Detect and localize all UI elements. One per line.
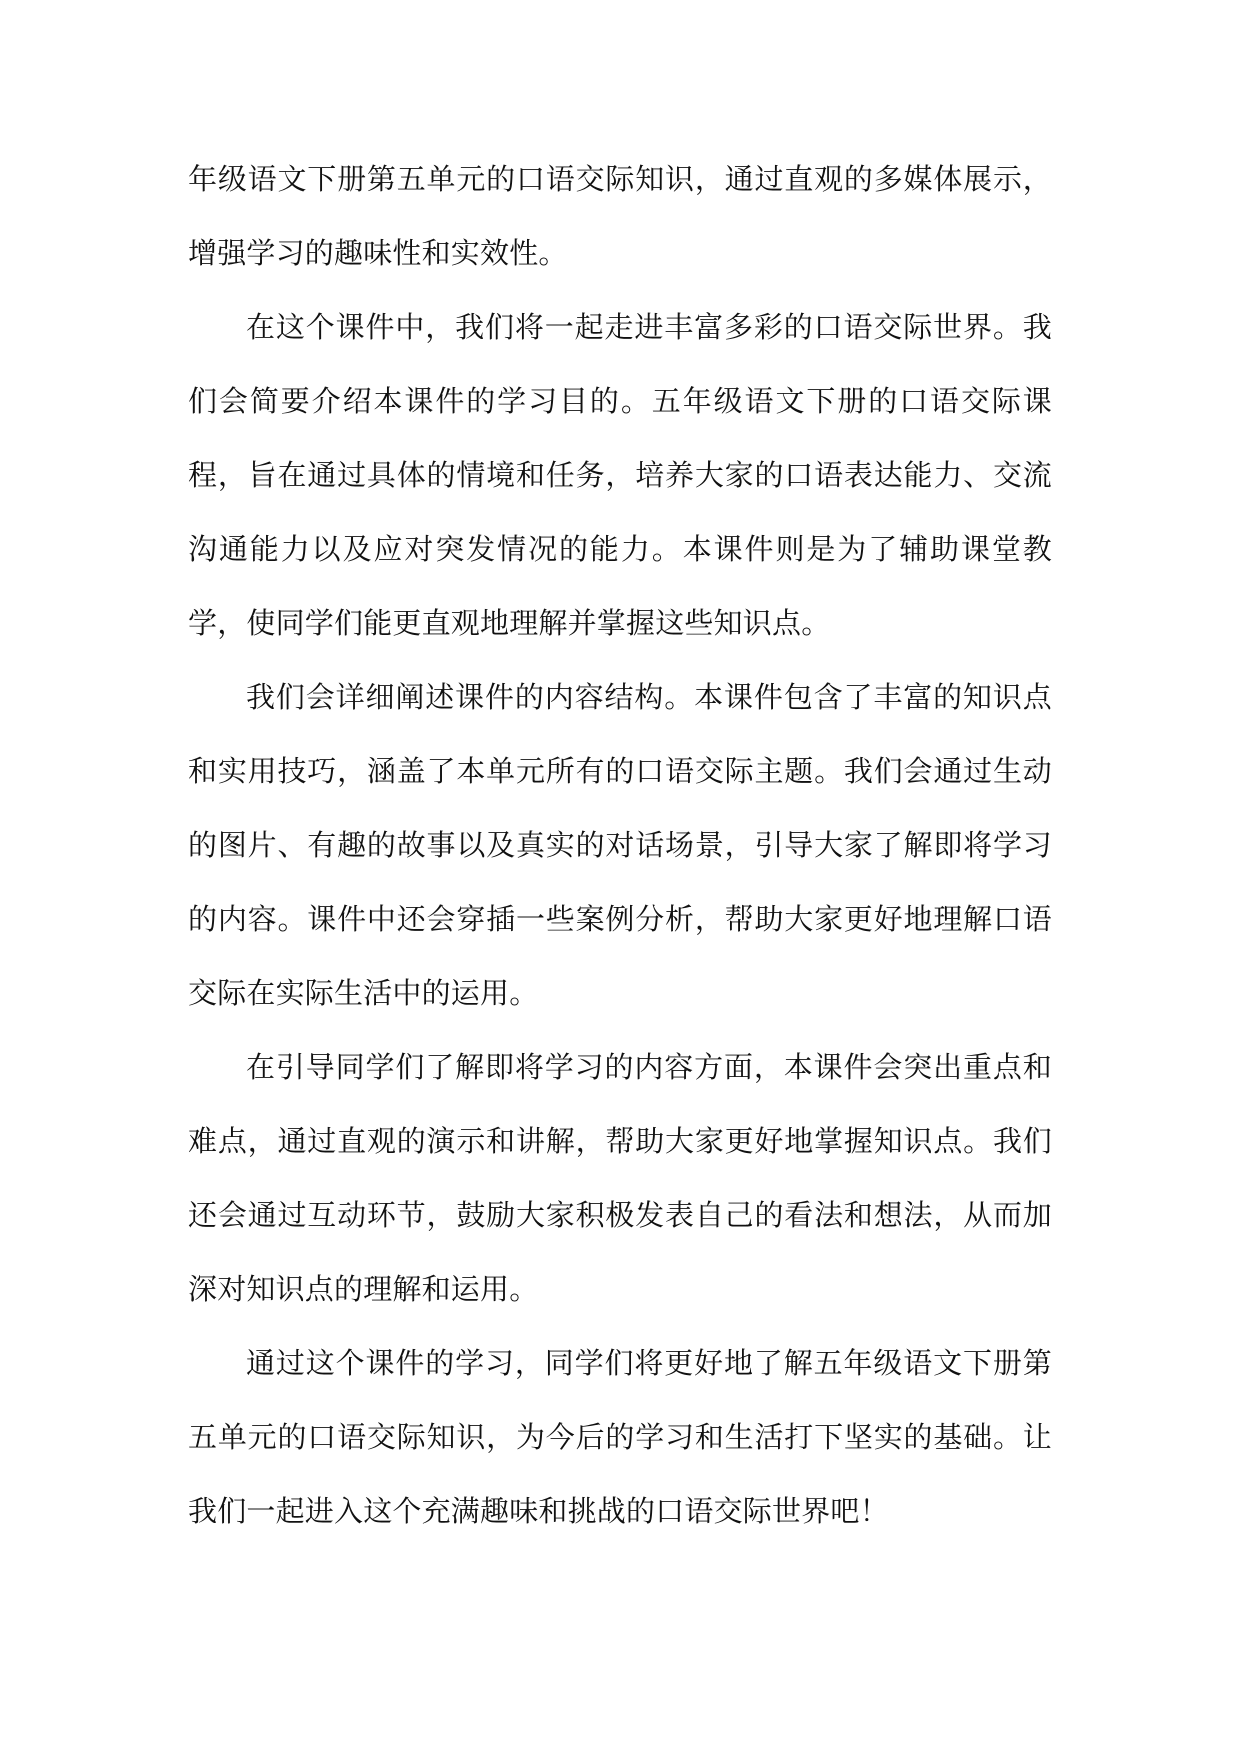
document-body [188,142,1052,1548]
paragraph-structure: 我们会详细阐述课件的内容结构。本课件包含了丰富的知识点和实用技巧，涵盖了本单元所有的口语交际主题。我们会通过生动的图片、有趣的故事以及真实的对话场景，引导大家了解即将学习的内容。课件中还会穿插一些案例分析，帮助大家更好地理解口语交际在实际生活中的运用。 [188,680,1052,1010]
paragraph-focus: 在引导同学们了解即将学习的内容方面，本课件会突出重点和难点，通过直观的演示和讲解，帮助大家更好地掌握知识点。我们还会通过互动环节，鼓励大家积极发表自己的看法和想法，从而加深对知识点的理解和运用。 [188,1050,1052,1306]
paragraph-intro: 在这个课件中，我们将一起走进丰富多彩的口语交际世界。我们会简要介绍本课件的学习目的。五年级语文下册的口语交际课程，旨在通过具体的情境和任务，培养大家的口语表达能力、交流沟通能力以及应对突发情况的能力。本课件则是为了辅助课堂教学，使同学们能更直观地理解并掌握这些知识点。 [188,310,1052,640]
paragraph-conclusion: 通过这个课件的学习，同学们将更好地了解五年级语文下册第五单元的口语交际知识，为今后的学习和生活打下坚实的基础。让我们一起进入这个充满趣味和挑战的口语交际世界吧！ [188,1346,1052,1528]
paragraph-continued: 年级语文下册第五单元的口语交际知识，通过直观的多媒体展示，增强学习的趣味性和实效性。 [188,162,1052,270]
